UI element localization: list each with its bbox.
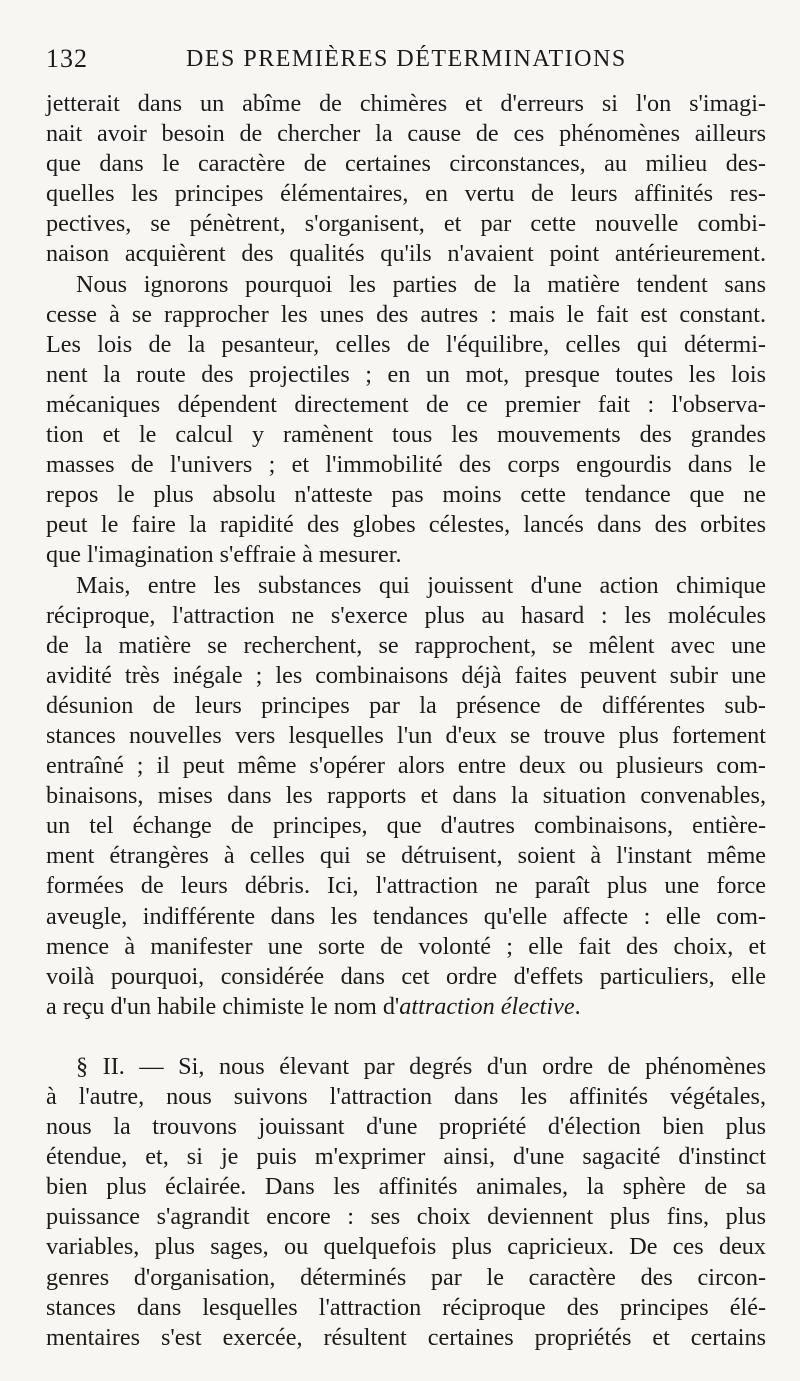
paragraph-4 (46, 1052, 766, 1353)
text-line: naison acquièrent des qualités qu'ils n'avaient point antérieurement. (46, 240, 766, 268)
text-line: entraîné ; il peut même s'opérer alors entre deux ou plusieurs com- (46, 752, 766, 780)
page-number: 132 (46, 44, 88, 73)
text-line: ment étrangères à celles qui se détruisent, soient à l'instant même (46, 842, 766, 870)
text-line: pectives, se pénètrent, s'organisent, et par cette nouvelle combi- (46, 210, 766, 238)
running-title: DES PREMIÈRES DÉTERMINATIONS (186, 46, 627, 72)
text-line: quelles les principes élémentaires, en vertu de leurs affinités res- (46, 180, 766, 208)
section-gap (46, 1022, 766, 1052)
text-line: binaisons, mises dans les rapports et dans la situation convenables, (46, 782, 766, 810)
text-line: cesse à se rapprocher les unes des autres : mais le fait est constant. (46, 300, 766, 328)
italic-term: attraction élective (399, 992, 575, 1020)
text-line: variables, plus sages, ou quelquefois plus capricieux. De ces deux (46, 1233, 766, 1261)
final-suffix: . (574, 992, 581, 1020)
text-line: de la matière se recherchent, se rapprochent, se mêlent avec une (46, 631, 766, 659)
text-line: avidité très inégale ; les combinaisons déjà faites peuvent subir une (46, 661, 766, 689)
text-line: repos le plus absolu n'atteste pas moins cette tendance que ne (46, 481, 766, 509)
text-line: un tel échange de principes, que d'autres combinaisons, entière- (46, 812, 766, 840)
text-line: stances dans lesquelles l'attraction réciproque des principes élé- (46, 1293, 766, 1321)
paragraph-2 (46, 270, 766, 571)
text-line: à l'autre, nous suivons l'attraction dans les affinités végétales, (46, 1083, 766, 1110)
text-line: tion et le calcul y ramènent tous les mouvements des grandes (46, 421, 766, 449)
text-line: voilà pourquoi, considérée dans cet ordre d'effets particuliers, elle (46, 962, 766, 990)
text-line: bien plus éclairée. Dans les affinités animales, la sphère de sa (46, 1173, 766, 1201)
text-line: mécaniques dépendent directement de ce premier fait : l'observa- (46, 390, 766, 418)
text-line: jetterait dans un abîme de chimères et d'erreurs si l'on s'imagi- (46, 90, 766, 117)
text-line: masses de l'univers ; et l'immobilité des corps engourdis dans le (46, 451, 766, 479)
text-line: désunion de leurs principes par la présence de différentes sub- (46, 691, 766, 719)
text-line: Nous ignorons pourquoi les parties de la matière tendent sans (76, 270, 766, 298)
text-line: stances nouvelles vers lesquelles l'un d'eux se trouve plus fortement (46, 721, 766, 749)
text-line: nait avoir besoin de chercher la cause de ces phénomènes ailleurs (46, 120, 766, 148)
text-line-final (46, 992, 766, 1022)
text-line: mentaires s'est exercée, résultent certaines propriétés et certains (46, 1323, 766, 1351)
text-line: puissance s'agrandit encore : ses choix deviennent plus fins, plus (46, 1203, 766, 1231)
text-line: Les lois de la pesanteur, celles de l'équilibre, celles qui détermi- (46, 330, 766, 358)
text-line: peut le faire la rapidité des globes célestes, lancés dans des orbites (46, 511, 766, 539)
text-line: étendue, et, si je puis m'exprimer ainsi, d'une sagacité d'instinct (46, 1143, 766, 1171)
text-line: aveugle, indifférente dans les tendances qu'elle affecte : elle com- (46, 902, 766, 930)
text-line: nous la trouvons jouissant d'une propriété d'élection bien plus (46, 1113, 766, 1141)
final-prefix: a reçu d'un habile chimiste le nom d' (46, 992, 400, 1020)
text-line: mence à manifester une sorte de volonté ; elle fait des choix, et (46, 932, 766, 960)
text-line: que dans le caractère de certaines circonstances, au milieu des- (46, 150, 766, 178)
text-line: genres d'organisation, déterminés par le caractère des circon- (46, 1263, 766, 1291)
text-line: formées de leurs débris. Ici, l'attraction ne paraît plus une force (46, 872, 766, 900)
text-line: Mais, entre les substances qui jouissent d'une action chimique (76, 571, 766, 599)
text-line: réciproque, l'attraction ne s'exerce plus au hasard : les molécules (46, 601, 766, 629)
page-header (46, 44, 766, 84)
text-line: nent la route des projectiles ; en un mot, presque toutes les lois (46, 360, 766, 388)
paragraph-3 (46, 571, 766, 1022)
paragraph-1 (46, 89, 766, 270)
text-line: § II. — Si, nous élevant par degrés d'un ordre de phénomènes (76, 1052, 766, 1080)
text-line: que l'imagination s'effraie à mesurer. (46, 541, 402, 569)
body-text (46, 89, 766, 1353)
